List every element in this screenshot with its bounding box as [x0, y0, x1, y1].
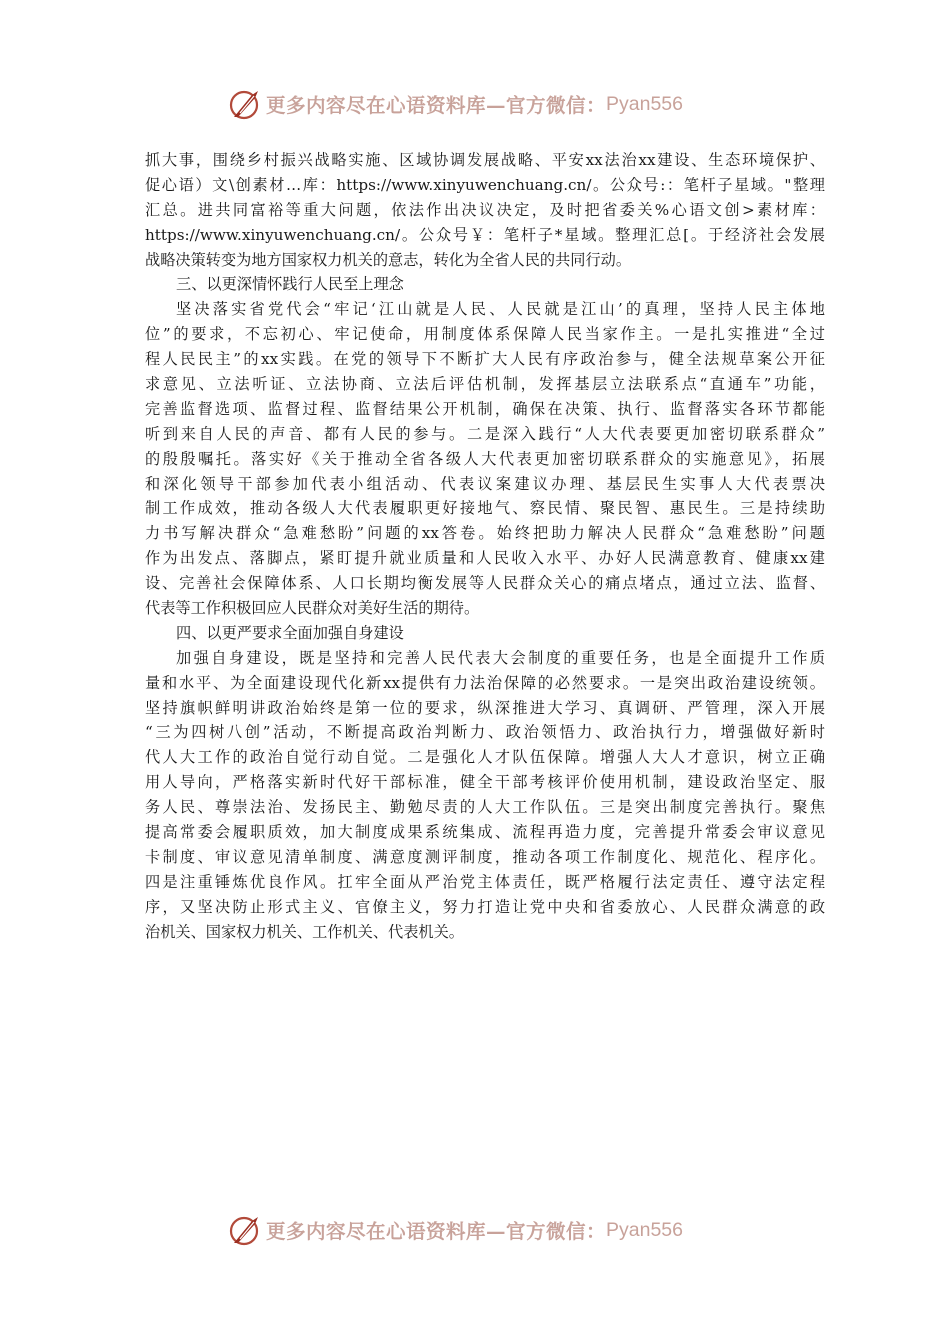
- body-line: 务人民、尊崇法治、发扬民主、勤勉尽责的人大工作队伍。三是突出制度完善执行。聚焦: [145, 798, 825, 817]
- body-line: 求意见、立法听证、立法协商、立法后评估机制，发挥基层立法联系点“直通车”功能，: [145, 375, 825, 394]
- document-body: [145, 148, 825, 945]
- body-line: 代人大工作的政治自觉行动自觉。二是强化人才队伍保障。增强人大人才意识，树立正确: [145, 748, 825, 767]
- body-line: 汇总。进共同富裕等重大问题，依法作出决议决定，及时把省委关%心语文创>素材库：: [145, 200, 825, 219]
- header-banner-contact: Pyan556: [606, 92, 683, 115]
- body-line: 治机关、国家权力机关、工作机关、代表机关。: [145, 922, 464, 941]
- body-line: 力书写解决群众“急难愁盼”问题的xx答卷。始终把助力解决人民群众“急难愁盼”问题: [145, 524, 825, 543]
- body-line: 用人导向，严格落实新时代好干部标准，健全干部考核评价使用机制，建设政治坚定、服: [145, 773, 825, 792]
- footer-banner-text: 更多内容尽在心语资料库—官方微信：: [266, 1220, 607, 1243]
- section-heading: 三、以更深情怀践行人民至上理念: [176, 275, 404, 294]
- body-line: 的殷殷嘱托。落实好《关于推动全省各级人大代表更加密切联系群众的实施意见》，拓展: [145, 449, 825, 468]
- body-line: 抓大事，围绕乡村振兴战略实施、区域协调发展战略、平安xx法治xx建设、生态环境保护、: [145, 151, 825, 169]
- body-line: https://www.xinyuwenchuang.cn/。公众号￥：笔杆子*星域。整理汇总[。于经济社会发展: [145, 225, 825, 244]
- header-banner: [228, 84, 683, 124]
- body-line: 四是注重锤炼优良作风。扛牢全面从严治党主体责任，既严格履行法定责任、遵守法定程: [145, 872, 825, 891]
- body-line: 加强自身建设，既是坚持和完善人民代表大会制度的重要任务，也是全面提升工作质: [176, 648, 825, 667]
- body-line: 位”的要求，不忘初心、牢记使命，用制度体系保障人民当家作主。一是扎实推进“全过: [145, 325, 825, 344]
- body-line: 完善监督选项、监督过程、监督结果公开机制，确保在决策、执行、监督落实各环节都能: [145, 399, 825, 418]
- body-line: 量和水平、为全面建设现代化新xx提供有力法治保障的必然要求。一是突出政治建设统领。: [145, 673, 825, 692]
- body-line: 促心语）文\创素材…库：https://www.xinyuwenchuang.cn/。公众号:：笔杆子星域。"整理: [145, 175, 825, 194]
- body-line: 提高常委会履职质效，加大制度成果系统集成、流程再造力度，完善提升常委会审议意见: [145, 823, 825, 842]
- body-line: 序，又坚决防止形式主义、官僚主义，努力打造让党中央和省委放心、人民群众满意的政: [145, 897, 825, 916]
- body-line: 战略决策转变为地方国家权力机关的意志，转化为全省人民的共同行动。: [145, 250, 631, 269]
- body-line: 程人民民主”的xx实践。在党的领导下不断扩大人民有序政治参与，健全法规草案公开征: [145, 350, 825, 369]
- body-line: 代表等工作积极回应人民群众对美好生活的期待。: [145, 599, 480, 618]
- quill-pen-logo-icon: [228, 1213, 262, 1247]
- body-line: 和深化领导干部参加代表小组活动、代表议案建议办理、基层民生实事人大代表票决: [145, 474, 825, 493]
- body-line: 卡制度、审议意见清单制度、满意度测评制度，推动各项工作制度化、规范化、程序化。: [145, 847, 825, 866]
- body-line: 听到来自人民的声音、都有人民的参与。二是深入践行“人大代表要更加密切联系群众”: [145, 424, 825, 443]
- header-banner-text: 更多内容尽在心语资料库—官方微信：: [266, 94, 607, 117]
- body-line: 制工作成效，推动各级人大代表履职更好接地气、察民情、聚民智、惠民生。三是持续助: [145, 499, 825, 518]
- body-line: 设、完善社会保障体系、人口长期均衡发展等人民群众关心的痛点堵点，通过立法、监督、: [145, 574, 825, 593]
- body-line: 坚决落实省党代会“牢记‘江山就是人民、人民就是江山’的真理，坚持人民主体地: [176, 300, 825, 319]
- body-line: 坚持旗帜鲜明讲政治始终是第一位的要求，纵深推进大学习、真调研、严管理，深入开展: [145, 698, 825, 717]
- section-heading: 四、以更严要求全面加强自身建设: [176, 623, 404, 642]
- body-line: “三为四树八创”活动，不断提高政治判断力、政治领悟力、政治执行力，增强做好新时: [145, 723, 825, 742]
- footer-banner: [228, 1210, 683, 1250]
- quill-pen-logo-icon: [228, 87, 262, 121]
- footer-banner-contact: Pyan556: [606, 1218, 683, 1241]
- body-line: 作为出发点、落脚点，紧盯提升就业质量和人民收入水平、办好人民满意教育、健康xx建: [145, 549, 825, 568]
